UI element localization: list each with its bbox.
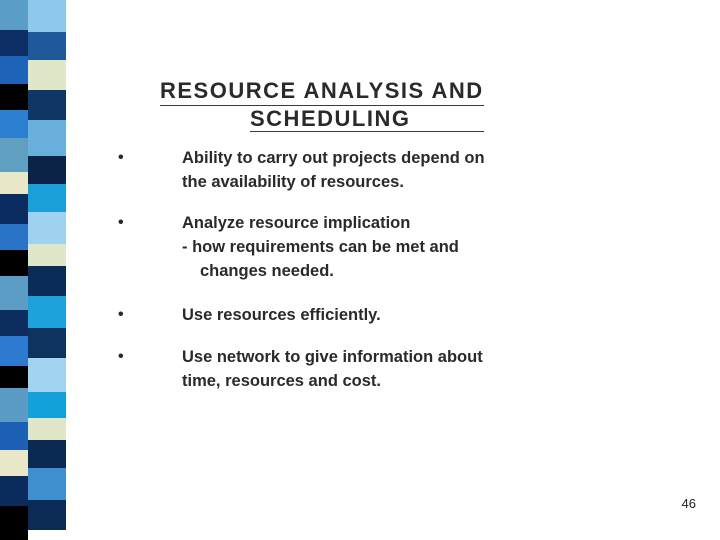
- stripe-block: [28, 468, 66, 500]
- stripe-block: [28, 184, 66, 212]
- bullet-item: [118, 345, 558, 393]
- bullet-text-line: Ability to carry out projects depend on: [182, 149, 485, 167]
- bullet-subtext-line: - how requirements can be met and: [182, 238, 459, 256]
- bullet-text-line: Use resources efficiently.: [182, 306, 381, 324]
- stripe-column-left: [0, 0, 28, 540]
- stripe-block: [28, 266, 66, 296]
- stripe-block: [28, 156, 66, 184]
- decorative-left-stripe: [0, 0, 66, 540]
- bullet-subtext-line: changes needed.: [200, 262, 334, 280]
- stripe-block: [28, 0, 66, 32]
- bullet-item: [118, 146, 558, 194]
- stripe-block: [0, 0, 28, 30]
- stripe-block: [0, 250, 28, 276]
- bullet-text-line: time, resources and cost.: [182, 372, 381, 390]
- slide-title-line-2: SCHEDULING: [250, 106, 484, 132]
- stripe-block: [28, 90, 66, 120]
- stripe-block: [0, 388, 28, 422]
- stripe-block: [0, 336, 28, 366]
- stripe-block: [28, 212, 66, 244]
- stripe-block: [0, 110, 28, 138]
- stripe-block: [0, 30, 28, 56]
- stripe-block: [28, 244, 66, 266]
- stripe-block: [28, 60, 66, 90]
- bullet-text-line: Analyze resource implication: [182, 214, 411, 232]
- stripe-block: [28, 358, 66, 392]
- stripe-block: [0, 56, 28, 84]
- bullet-marker: •: [118, 348, 124, 365]
- page-number: 46: [681, 496, 696, 511]
- stripe-block: [28, 392, 66, 418]
- stripe-block: [0, 422, 28, 450]
- stripe-block: [0, 138, 28, 172]
- stripe-block: [28, 120, 66, 156]
- stripe-block: [0, 450, 28, 476]
- stripe-block: [0, 506, 28, 540]
- bullet-text-line: Use network to give information about: [182, 348, 483, 366]
- bullet-text-line: the availability of resources.: [182, 173, 404, 191]
- stripe-block: [28, 296, 66, 328]
- stripe-block: [28, 32, 66, 60]
- bullet-marker: •: [118, 306, 124, 323]
- stripe-block: [0, 476, 28, 506]
- slide-title: [160, 78, 484, 132]
- stripe-block: [0, 366, 28, 388]
- stripe-block: [0, 194, 28, 224]
- stripe-block: [28, 418, 66, 440]
- stripe-block: [28, 328, 66, 358]
- stripe-block: [28, 500, 66, 530]
- stripe-block: [0, 276, 28, 310]
- stripe-block: [28, 440, 66, 468]
- stripe-block: [0, 310, 28, 336]
- slide-title-line-1: RESOURCE ANALYSIS AND: [160, 78, 484, 106]
- stripe-block: [0, 224, 28, 250]
- stripe-block: [0, 172, 28, 194]
- stripe-block: [0, 84, 28, 110]
- bullet-marker: •: [118, 149, 124, 166]
- bullet-item: [118, 303, 558, 327]
- bullet-list: [118, 146, 558, 393]
- bullet-item: [118, 211, 558, 283]
- bullet-marker: •: [118, 214, 124, 231]
- stripe-column-right: [28, 0, 66, 540]
